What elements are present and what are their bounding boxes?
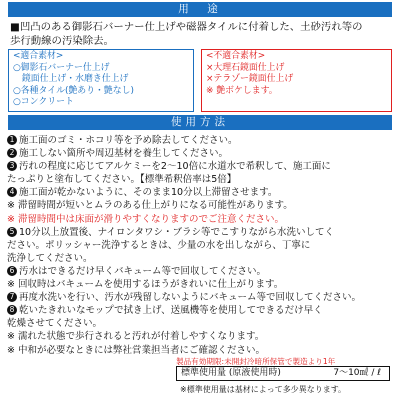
unsuitable-title: <不適合素材> [206, 51, 266, 61]
unsuitable-note: ※ 艶ボケします。 [206, 85, 278, 96]
intro-text [10, 20, 392, 48]
unsuitable-item: ×大理石鏡面仕上げ [206, 62, 285, 73]
step-number-badge: 1 [7, 135, 17, 145]
suitable-materials-box [8, 49, 194, 112]
suitable-title: <適合素材> [13, 51, 64, 61]
step-number-badge: 5 [7, 227, 17, 237]
section-header-method: 使用方法 [8, 115, 392, 130]
step-line [7, 265, 395, 278]
unsuitable-item: ×テラゾー鏡面仕上げ [206, 74, 294, 84]
section-header-use: 用 途 [8, 2, 392, 17]
expiry-notice: 製品有効期限:未開封冷暗所保管で製造より1年 [176, 357, 336, 366]
step-number-badge: 8 [7, 305, 17, 315]
usage-steps [7, 134, 395, 357]
step-warning-note: ※ 滞留時間中は床面が滑りやすくなりますのでご注意ください。 [7, 213, 284, 225]
step-line [7, 304, 395, 317]
step-number-badge: 4 [7, 187, 17, 197]
step-continuation: ※ 濡れた状態で歩行されると汚れが付着しやすくなります。 [7, 331, 265, 343]
step-line [7, 147, 395, 160]
step-text: 汚れの程度に応じてアルケミーを2〜10倍に水道水で希釈して、施工面に [19, 161, 331, 173]
step-continuation: 洗浄してください。 [7, 252, 93, 264]
step-text: 施工面が乾かないように、そのまま10分以上滞留させます。 [19, 187, 278, 199]
step-text: 乾いたきれいなモップで拭き上げ、送風機等を使用してできるだけ早く [19, 305, 323, 317]
step-line [7, 160, 395, 173]
step-continuation: ※ 滞留時間が短いとムラのある仕上がりになる可能性があります。 [7, 200, 293, 212]
standard-usage-box [176, 366, 390, 381]
step-text: 施工面のゴミ・ホコリ等を予め除去してください。 [19, 135, 238, 146]
step-line [7, 226, 395, 239]
step-continuation: 乾燥させてください。 [7, 318, 103, 330]
step-text: 汚水はできるだけ早くバキューム等で回収してください。 [19, 265, 267, 277]
step-continuation: たっぷりと塗布してください。【標準希釈倍率は5倍】 [7, 174, 237, 186]
standard-usage-label: 標準使用量 (原液使用時) [181, 368, 281, 378]
suitable-item: 鏡面仕上げ・水磨き仕上げ [13, 74, 129, 84]
step-text: 再度水洗いを行い、汚水が残留しないようにバキューム等で回収してください。 [19, 292, 362, 304]
step-number-badge: 7 [7, 292, 17, 302]
step-number-badge: 6 [7, 266, 17, 276]
usage-note: ※標準使用量は基材によって多少異なります。 [180, 385, 347, 394]
step-number-badge: 3 [7, 161, 17, 171]
step-line [7, 291, 395, 304]
intro-line-2: 歩行動線の汚染除去。 [10, 35, 114, 47]
intro-line-1: ■凹凸のある御影石バーナー仕上げや磁器タイルに付着した、土砂汚れ等の [10, 21, 363, 33]
step-text: 施工しない箇所や周辺基材を養生してください。 [19, 148, 229, 160]
step-number-badge: 2 [7, 148, 17, 158]
step-continuation: ださい。ポリッシャー洗浄するときは、少量の水を出しながら、丁寧に [7, 239, 311, 251]
suitable-item: ○各種タイル(艶あり・艶なし) [13, 85, 134, 96]
standard-usage-amount: 7〜10㎖ / ℓ [333, 368, 381, 378]
unsuitable-materials-box [201, 49, 392, 112]
step-continuation: ※ 回収時はバキュームを使用するほうがきれいに仕上がります。 [7, 279, 284, 291]
step-text: 10分以上放置後、ナイロンタワシ・ブラシ等でこすりながら水洗いしてく [19, 226, 335, 238]
step-continuation: ※ 中和が必要なときには弊社営業担当者にご確認ください。 [7, 344, 265, 356]
suitable-item: ○コンクリート [13, 97, 74, 107]
step-line [7, 134, 395, 147]
step-line [7, 186, 395, 199]
suitable-item: ○御影石バーナー仕上げ [13, 62, 110, 73]
